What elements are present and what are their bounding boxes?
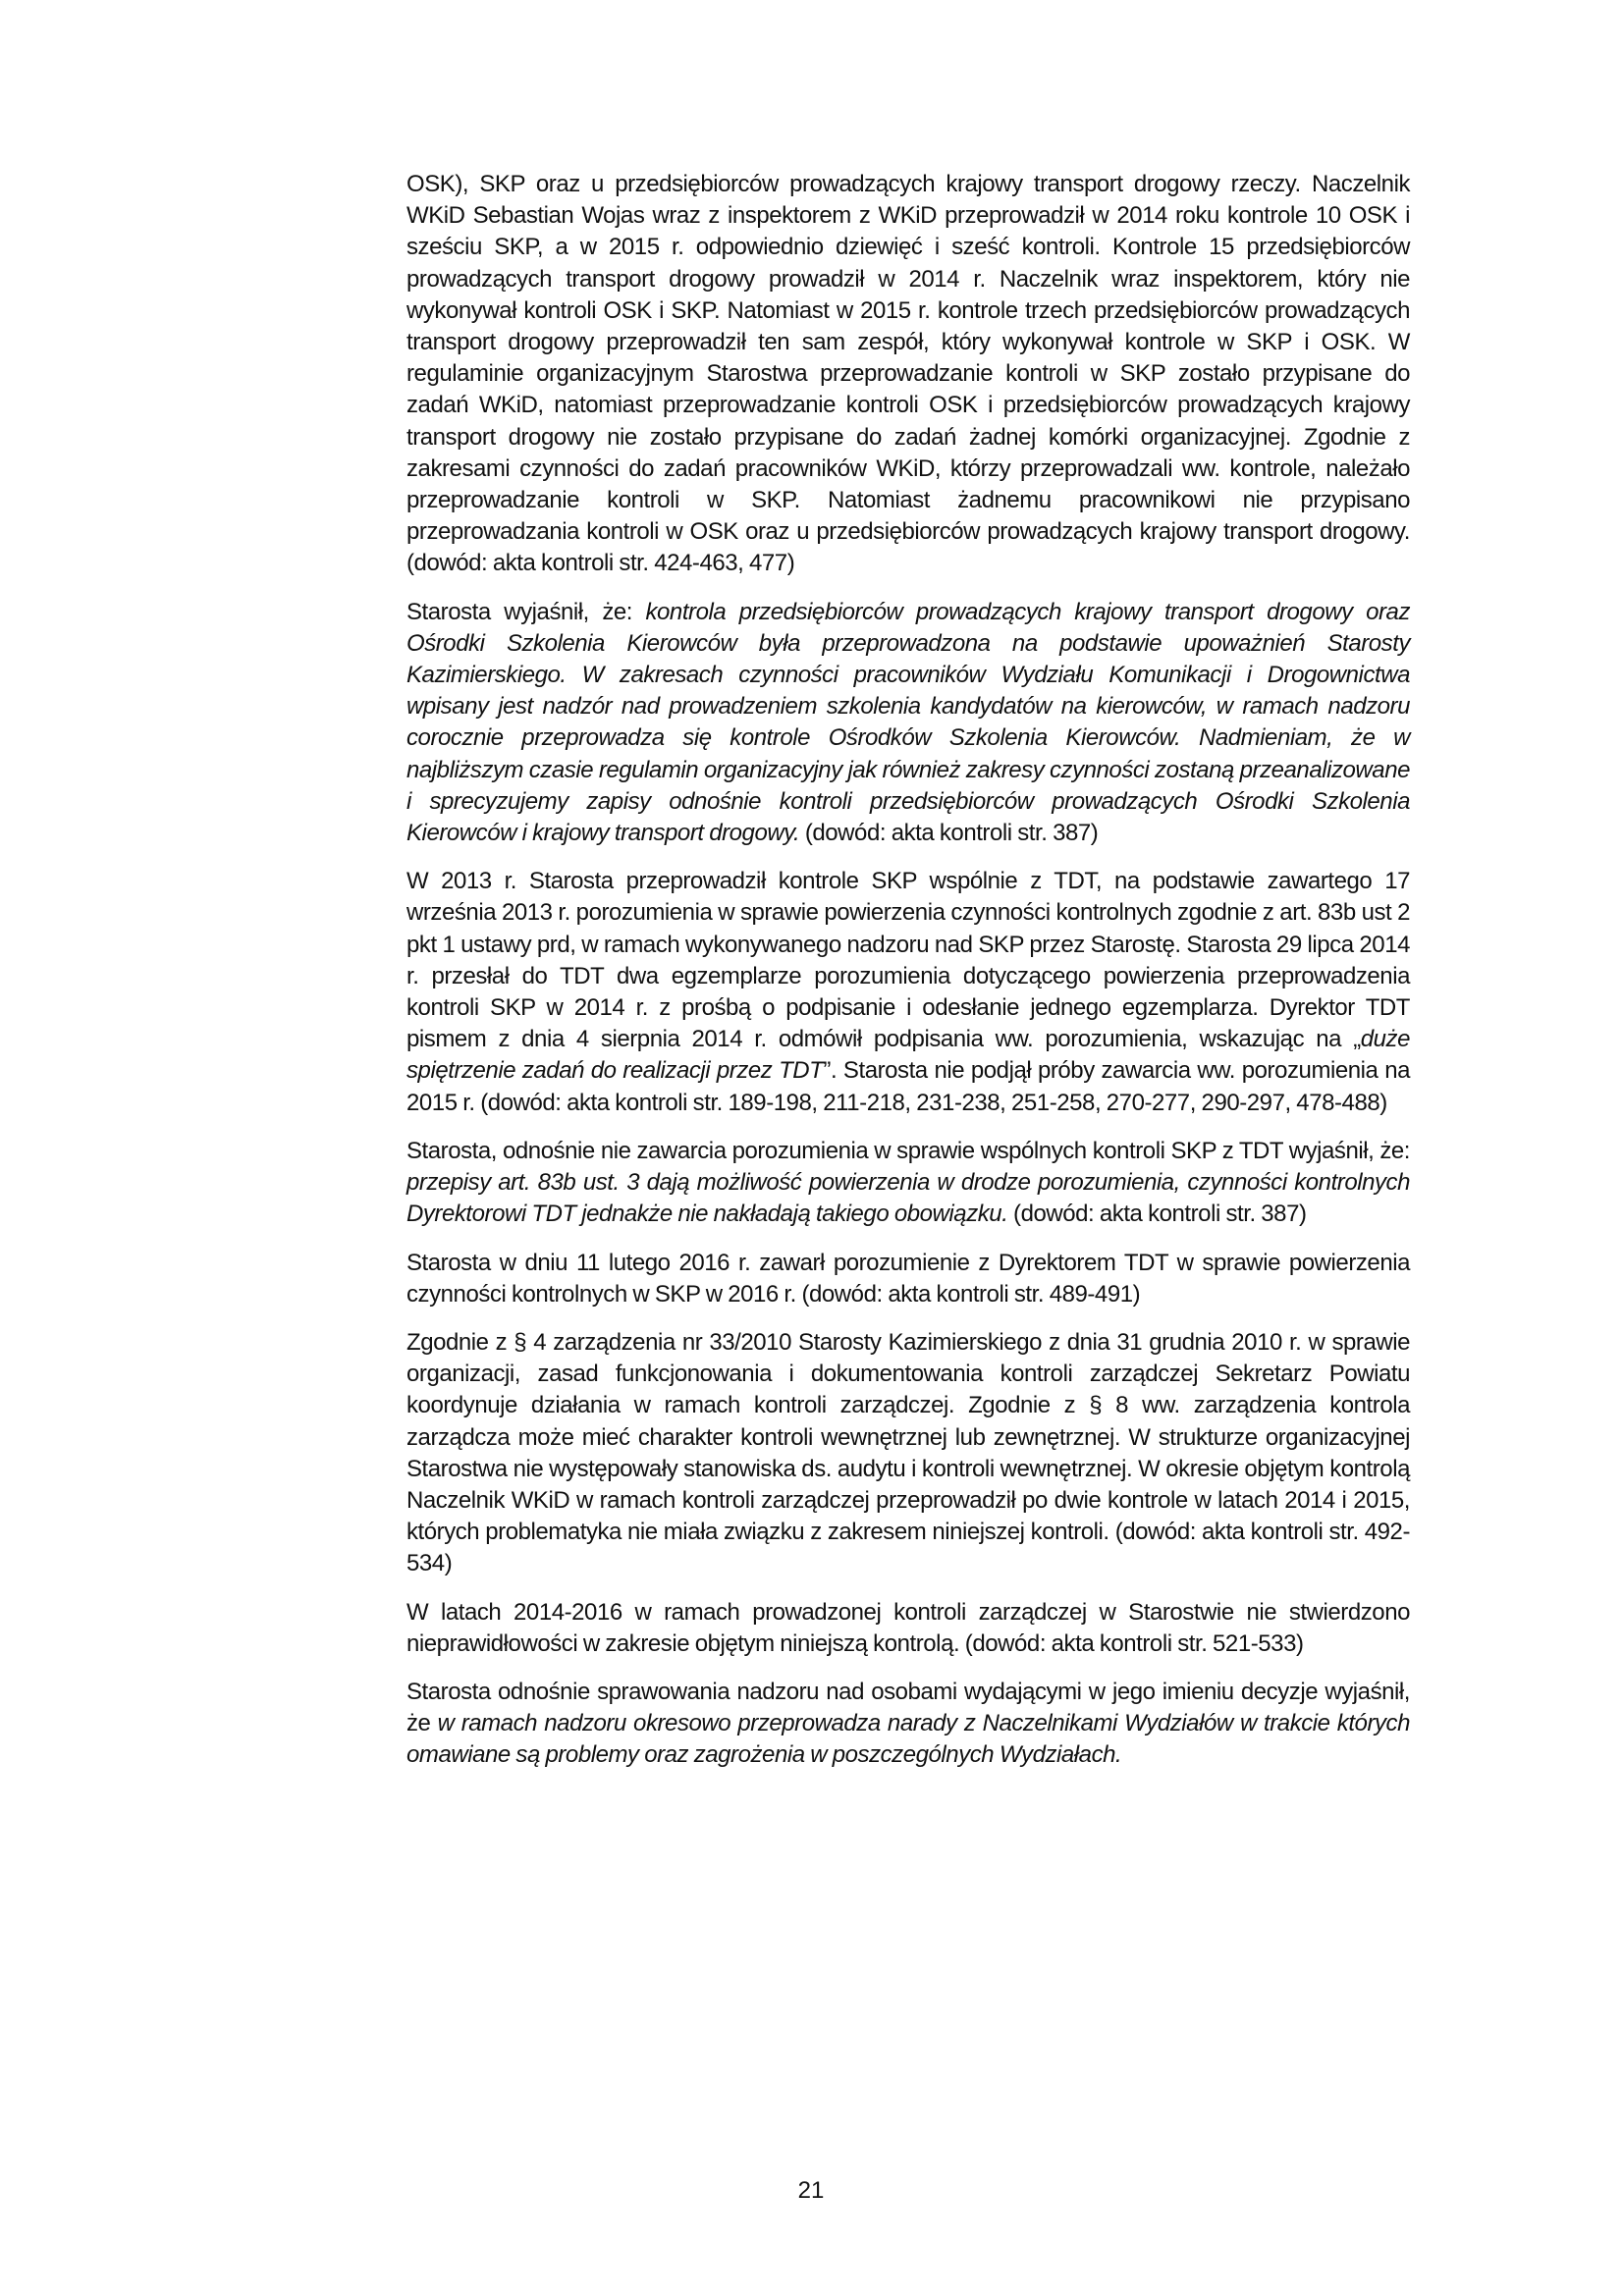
paragraph: [406, 1327, 1410, 1580]
text-run: Zgodnie z § 4 zarządzenia nr 33/2010 Starosty Kazimierskiego z dnia 31 grudnia 2010 r. w sprawie organizacji, zasad funkcjonowania i dokumentowania kontroli zarządczej Sekretarz Powiatu koordynuje działania w ramach kontroli zarządczej. Zgodnie z § 8 ww. zarządzenia kontrola zarządcza może mieć charakter kontroli wewnętrznej lub zewnętrznej. W strukturze organizacyjnej Starostwa nie występowały stanowiska ds. audytu i kontroli wewnętrznej. W okresie objętym kontrolą Naczelnik WKiD w ramach kontroli zarządczej przeprowadził po dwie kontrole w latach 2014 i 2015, których problematyka nie miała związku z zakresem niniejszej kontroli. (dowód: akta kontroli str. 492-534): [406, 1328, 1410, 1577]
text-run: (dowód: akta kontroli str. 387): [799, 820, 1099, 847]
page-number: 21: [797, 2177, 825, 2204]
text-run: Starosta wyjaśnił, że:: [406, 598, 646, 625]
italic-quote-text: przepisy art. 83b ust. 3 dają możliwość powierzenia w drodze porozumienia, czynności kontrolnych Dyrektorowi TDT jednakże nie nakładają takiego obowiązku.: [406, 1169, 1410, 1228]
text-run: Starosta odnośnie sprawowania nadzoru nad osobami wydającymi w jego imieniu decyzje wyjaśnił, że: [406, 1678, 1410, 1737]
text-run: (dowód: akta kontroli str. 387): [1007, 1201, 1307, 1228]
text-run: Starosta, odnośnie nie zawarcia porozumienia w sprawie wspólnych kontroli SKP z TDT wyjaśnił, że:: [406, 1137, 1410, 1164]
text-run: ”. Starosta nie podjął próby zawarcia ww. porozumienia na 2015 r. (dowód: akta kontroli str. 189-198, 211-218, 231-238, 251-258, 270-277, 290-297, 478-488): [406, 1057, 1410, 1116]
paragraph: [406, 1248, 1410, 1310]
italic-quote-text: w ramach nadzoru okresowo przeprowadza narady z Naczelnikami Wydziałów w trakcie których omawiane są problemy oraz zagrożenia w poszczególnych Wydziałach.: [406, 1710, 1410, 1769]
paragraph: [406, 1597, 1410, 1660]
text-run: Starosta w dniu 11 lutego 2016 r. zawarł porozumienie z Dyrektorem TDT w sprawie powierzenia czynności kontrolnych w SKP w 2016 r. (dowód: akta kontroli str. 489-491): [406, 1249, 1410, 1308]
paragraph: [406, 1136, 1410, 1231]
italic-quote-text: duże spiętrzenie zadań do realizacji przez TDT: [406, 1026, 1410, 1085]
text-run: W latach 2014-2016 w ramach prowadzonej kontroli zarządczej w Starostwie nie stwierdzono nieprawidłowości w zakresie objętym niniejszą kontrolą. (dowód: akta kontroli str. 521-533): [406, 1598, 1410, 1657]
body-text: [406, 169, 1410, 1789]
text-run: OSK), SKP oraz u przedsiębiorców prowadzących krajowy transport drogowy rzeczy. Naczelnik WKiD Sebastian Wojas wraz z inspektorem z WKiD przeprowadził w 2014 roku kontrole 10 OSK i sześciu SKP, a w 2015 r. odpowiednio dziewięć i sześć kontroli. Kontrole 15 przedsiębiorców prowadzących transport drogowy prowadził w 2014 r. Naczelnik wraz inspektorem, który nie wykonywał kontroli OSK i SKP. Natomiast w 2015 r. kontrole trzech przedsiębiorców prowadzących transport drogowy przeprowadził ten sam zespół, który wykonywał kontrole w SKP i OSK. W regulaminie organizacyjnym Starostwa przeprowadzanie kontroli w SKP zostało przypisane do zadań WKiD, natomiast przeprowadzanie kontroli OSK i przedsiębiorców prowadzących krajowy transport drogowy nie zostało przypisane do zadań żadnej komórki organizacyjnej. Zgodnie z zakresami czynności do zadań pracowników WKiD, którzy przeprowadzali ww. kontrole, należało przeprowadzanie kontroli w SKP. Natomiast żadnemu pracownikowi nie przypisano przeprowadzania kontroli w OSK oraz u przedsiębiorców prowadzących krajowy transport drogowy. (dowód: akta kontroli str. 424-463, 477): [406, 171, 1410, 577]
italic-quote-text: kontrola przedsiębiorców prowadzących krajowy transport drogowy oraz Ośrodki Szkolenia Kierowców była przeprowadzona na podstawie upoważnień Starosty Kazimierskiego. W zakresach czynności pracowników Wydziału Komunikacji i Drogownictwa wpisany jest nadzór nad prowadzeniem szkolenia kandydatów na kierowców, w ramach nadzoru corocznie przeprowadza się kontrole Ośrodków Szkolenia Kierowców. Nadmieniam, że w najbliższym czasie regulamin organizacyjny jak również zakresy czynności zostaną przeanalizowane i sprecyzujemy zapisy odnośnie kontroli przedsiębiorców prowadzących Ośrodki Szkolenia Kierowców i krajowy transport drogowy.: [406, 598, 1410, 847]
paragraph: [406, 1677, 1410, 1772]
paragraph: [406, 169, 1410, 580]
paragraph: [406, 597, 1410, 850]
text-run: W 2013 r. Starosta przeprowadził kontrole SKP wspólnie z TDT, na podstawie zawartego 17 września 2013 r. porozumienia w sprawie powierzenia czynności kontrolnych zgodnie z art. 83b ust 2 pkt 1 ustawy prd, w ramach wykonywanego nadzoru nad SKP przez Starostę. Starosta 29 lipca 2014 r. przesłał do TDT dwa egzemplarze porozumienia dotyczącego powierzenia przeprowadzenia kontroli SKP w 2014 r. z prośbą o podpisanie i odesłanie jednego egzemplarza. Dyrektor TDT pismem z dnia 4 sierpnia 2014 r. odmówił podpisania ww. porozumienia, wskazując na „: [406, 868, 1410, 1053]
paragraph: [406, 866, 1410, 1119]
